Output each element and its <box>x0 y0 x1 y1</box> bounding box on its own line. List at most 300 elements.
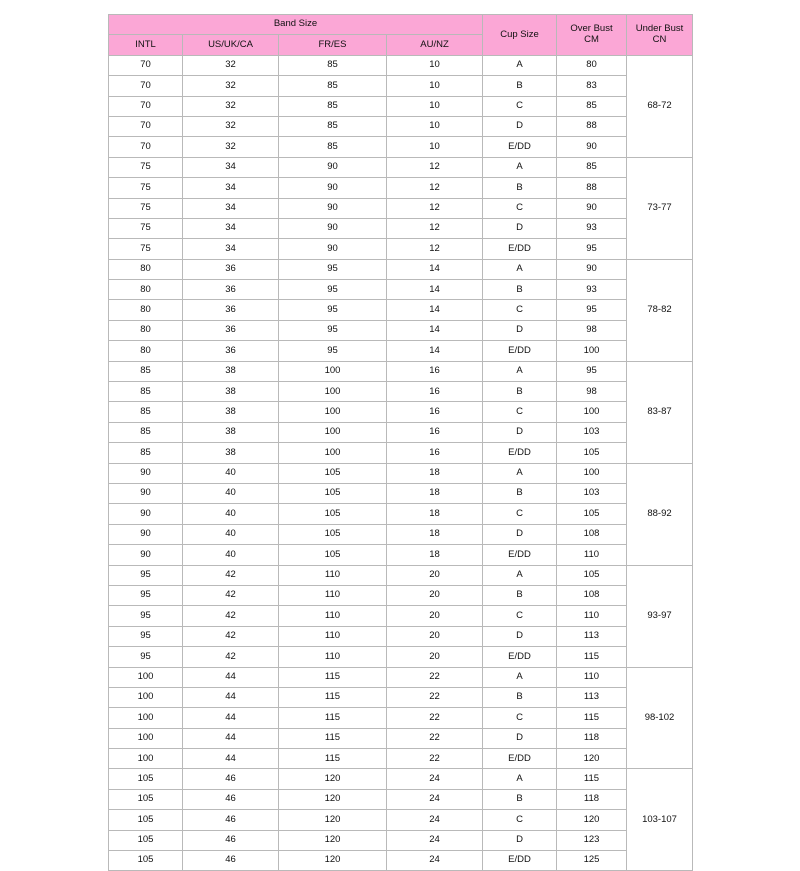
over-bust-cell: 98 <box>557 320 627 340</box>
au-nz-cell: 22 <box>387 667 483 687</box>
intl-cell: 75 <box>109 157 183 177</box>
over-bust-cell: 100 <box>557 341 627 361</box>
cup-size-cell: D <box>483 728 557 748</box>
over-bust-cell: 93 <box>557 280 627 300</box>
intl-cell: 80 <box>109 259 183 279</box>
over-bust-cell: 115 <box>557 647 627 667</box>
fr-es-cell: 105 <box>279 483 387 503</box>
us-uk-ca-cell: 42 <box>183 647 279 667</box>
us-uk-ca-cell: 32 <box>183 76 279 96</box>
cup-size-cell: E/DD <box>483 545 557 565</box>
over-bust-cell: 108 <box>557 524 627 544</box>
cup-size-cell: E/DD <box>483 851 557 871</box>
header-over-bust <box>557 15 627 56</box>
table-row <box>109 830 693 850</box>
cup-size-cell: B <box>483 483 557 503</box>
cup-size-cell: D <box>483 218 557 238</box>
over-bust-cell: 105 <box>557 443 627 463</box>
header-under-bust-line1: Under Bust <box>635 23 684 35</box>
under-bust-cell: 83-87 <box>627 361 693 463</box>
intl-cell: 95 <box>109 647 183 667</box>
intl-cell: 80 <box>109 280 183 300</box>
over-bust-cell: 113 <box>557 626 627 646</box>
over-bust-cell: 103 <box>557 483 627 503</box>
fr-es-cell: 85 <box>279 96 387 116</box>
cup-size-cell: C <box>483 810 557 830</box>
us-uk-ca-cell: 34 <box>183 239 279 259</box>
cup-size-cell: B <box>483 789 557 809</box>
header-over-bust-line2: CM <box>584 33 599 45</box>
fr-es-cell: 105 <box>279 463 387 483</box>
intl-cell: 95 <box>109 606 183 626</box>
intl-cell: 70 <box>109 55 183 75</box>
under-bust-cell: 68-72 <box>627 55 693 157</box>
intl-cell: 85 <box>109 382 183 402</box>
over-bust-cell: 95 <box>557 239 627 259</box>
fr-es-cell: 100 <box>279 422 387 442</box>
fr-es-cell: 95 <box>279 280 387 300</box>
us-uk-ca-cell: 38 <box>183 443 279 463</box>
over-bust-cell: 120 <box>557 749 627 769</box>
over-bust-cell: 90 <box>557 137 627 157</box>
au-nz-cell: 22 <box>387 708 483 728</box>
au-nz-cell: 10 <box>387 137 483 157</box>
table-row <box>109 626 693 646</box>
au-nz-cell: 18 <box>387 463 483 483</box>
intl-cell: 80 <box>109 320 183 340</box>
us-uk-ca-cell: 46 <box>183 810 279 830</box>
intl-cell: 105 <box>109 769 183 789</box>
au-nz-cell: 12 <box>387 218 483 238</box>
intl-cell: 75 <box>109 198 183 218</box>
intl-cell: 90 <box>109 545 183 565</box>
au-nz-cell: 24 <box>387 830 483 850</box>
intl-cell: 85 <box>109 361 183 381</box>
us-uk-ca-cell: 44 <box>183 749 279 769</box>
fr-es-cell: 120 <box>279 810 387 830</box>
us-uk-ca-cell: 38 <box>183 402 279 422</box>
over-bust-cell: 88 <box>557 178 627 198</box>
us-uk-ca-cell: 40 <box>183 504 279 524</box>
header-row-top <box>109 15 693 35</box>
intl-cell: 100 <box>109 728 183 748</box>
us-uk-ca-cell: 36 <box>183 341 279 361</box>
cup-size-cell: E/DD <box>483 443 557 463</box>
fr-es-cell: 90 <box>279 198 387 218</box>
us-uk-ca-cell: 34 <box>183 178 279 198</box>
us-uk-ca-cell: 34 <box>183 198 279 218</box>
table-row <box>109 667 693 687</box>
table-row <box>109 565 693 585</box>
intl-cell: 105 <box>109 789 183 809</box>
intl-cell: 70 <box>109 116 183 136</box>
cup-size-cell: A <box>483 769 557 789</box>
header-under-bust-line2: CN <box>652 33 667 45</box>
intl-cell: 95 <box>109 626 183 646</box>
us-uk-ca-cell: 34 <box>183 218 279 238</box>
cup-size-cell: D <box>483 830 557 850</box>
over-bust-cell: 105 <box>557 504 627 524</box>
over-bust-cell: 83 <box>557 76 627 96</box>
fr-es-cell: 85 <box>279 137 387 157</box>
header-au-nz: AU/NZ <box>387 35 483 55</box>
us-uk-ca-cell: 38 <box>183 382 279 402</box>
au-nz-cell: 14 <box>387 280 483 300</box>
table-row <box>109 116 693 136</box>
us-uk-ca-cell: 36 <box>183 280 279 300</box>
table-row <box>109 606 693 626</box>
table-row <box>109 647 693 667</box>
intl-cell: 80 <box>109 341 183 361</box>
fr-es-cell: 95 <box>279 300 387 320</box>
fr-es-cell: 105 <box>279 504 387 524</box>
us-uk-ca-cell: 40 <box>183 483 279 503</box>
cup-size-cell: C <box>483 708 557 728</box>
over-bust-cell: 85 <box>557 157 627 177</box>
intl-cell: 85 <box>109 402 183 422</box>
us-uk-ca-cell: 36 <box>183 259 279 279</box>
over-bust-cell: 115 <box>557 769 627 789</box>
fr-es-cell: 95 <box>279 341 387 361</box>
table-row <box>109 280 693 300</box>
cup-size-cell: C <box>483 402 557 422</box>
table-row <box>109 259 693 279</box>
au-nz-cell: 20 <box>387 585 483 605</box>
cup-size-cell: C <box>483 504 557 524</box>
table-row <box>109 157 693 177</box>
us-uk-ca-cell: 42 <box>183 626 279 646</box>
intl-cell: 100 <box>109 708 183 728</box>
au-nz-cell: 10 <box>387 96 483 116</box>
table-header <box>109 15 693 56</box>
intl-cell: 85 <box>109 443 183 463</box>
us-uk-ca-cell: 46 <box>183 789 279 809</box>
us-uk-ca-cell: 44 <box>183 667 279 687</box>
over-bust-cell: 85 <box>557 96 627 116</box>
table-row <box>109 361 693 381</box>
au-nz-cell: 12 <box>387 198 483 218</box>
over-bust-cell: 93 <box>557 218 627 238</box>
over-bust-cell: 118 <box>557 789 627 809</box>
cup-size-cell: B <box>483 280 557 300</box>
table-row <box>109 96 693 116</box>
us-uk-ca-cell: 44 <box>183 708 279 728</box>
fr-es-cell: 115 <box>279 728 387 748</box>
over-bust-cell: 103 <box>557 422 627 442</box>
cup-size-cell: A <box>483 55 557 75</box>
au-nz-cell: 22 <box>387 687 483 707</box>
us-uk-ca-cell: 42 <box>183 606 279 626</box>
intl-cell: 105 <box>109 810 183 830</box>
intl-cell: 70 <box>109 137 183 157</box>
cup-size-cell: E/DD <box>483 341 557 361</box>
cup-size-cell: B <box>483 76 557 96</box>
over-bust-cell: 120 <box>557 810 627 830</box>
fr-es-cell: 90 <box>279 239 387 259</box>
fr-es-cell: 110 <box>279 626 387 646</box>
au-nz-cell: 24 <box>387 851 483 871</box>
fr-es-cell: 105 <box>279 524 387 544</box>
cup-size-cell: A <box>483 667 557 687</box>
under-bust-cell: 103-107 <box>627 769 693 871</box>
cup-size-cell: C <box>483 300 557 320</box>
table-row <box>109 769 693 789</box>
bra-size-chart-table <box>108 14 693 871</box>
over-bust-cell: 123 <box>557 830 627 850</box>
au-nz-cell: 16 <box>387 402 483 422</box>
au-nz-cell: 14 <box>387 300 483 320</box>
table-row <box>109 463 693 483</box>
intl-cell: 75 <box>109 218 183 238</box>
fr-es-cell: 90 <box>279 218 387 238</box>
cup-size-cell: B <box>483 178 557 198</box>
table-row <box>109 300 693 320</box>
au-nz-cell: 12 <box>387 157 483 177</box>
intl-cell: 90 <box>109 504 183 524</box>
us-uk-ca-cell: 40 <box>183 463 279 483</box>
table-row <box>109 320 693 340</box>
under-bust-cell: 88-92 <box>627 463 693 565</box>
au-nz-cell: 14 <box>387 341 483 361</box>
fr-es-cell: 110 <box>279 585 387 605</box>
cup-size-cell: E/DD <box>483 137 557 157</box>
cup-size-cell: D <box>483 320 557 340</box>
us-uk-ca-cell: 32 <box>183 116 279 136</box>
fr-es-cell: 115 <box>279 687 387 707</box>
intl-cell: 90 <box>109 483 183 503</box>
cup-size-cell: E/DD <box>483 239 557 259</box>
cup-size-cell: D <box>483 524 557 544</box>
au-nz-cell: 18 <box>387 483 483 503</box>
table-row <box>109 810 693 830</box>
over-bust-cell: 100 <box>557 402 627 422</box>
us-uk-ca-cell: 42 <box>183 565 279 585</box>
under-bust-cell: 93-97 <box>627 565 693 667</box>
fr-es-cell: 105 <box>279 545 387 565</box>
fr-es-cell: 95 <box>279 320 387 340</box>
under-bust-cell: 98-102 <box>627 667 693 769</box>
fr-es-cell: 110 <box>279 606 387 626</box>
table-row <box>109 504 693 524</box>
over-bust-cell: 105 <box>557 565 627 585</box>
table-row <box>109 239 693 259</box>
table-row <box>109 585 693 605</box>
cup-size-cell: E/DD <box>483 647 557 667</box>
over-bust-cell: 108 <box>557 585 627 605</box>
header-cup-size: Cup Size <box>483 15 557 56</box>
header-us-uk-ca: US/UK/CA <box>183 35 279 55</box>
intl-cell: 100 <box>109 667 183 687</box>
table-row <box>109 728 693 748</box>
over-bust-cell: 113 <box>557 687 627 707</box>
intl-cell: 105 <box>109 851 183 871</box>
cup-size-cell: E/DD <box>483 749 557 769</box>
au-nz-cell: 24 <box>387 769 483 789</box>
fr-es-cell: 115 <box>279 708 387 728</box>
au-nz-cell: 20 <box>387 626 483 646</box>
au-nz-cell: 18 <box>387 524 483 544</box>
header-band-size: Band Size <box>109 15 483 35</box>
table-row <box>109 55 693 75</box>
under-bust-cell: 78-82 <box>627 259 693 361</box>
us-uk-ca-cell: 34 <box>183 157 279 177</box>
au-nz-cell: 16 <box>387 361 483 381</box>
over-bust-cell: 80 <box>557 55 627 75</box>
intl-cell: 80 <box>109 300 183 320</box>
over-bust-cell: 100 <box>557 463 627 483</box>
intl-cell: 100 <box>109 749 183 769</box>
intl-cell: 105 <box>109 830 183 850</box>
header-intl: INTL <box>109 35 183 55</box>
over-bust-cell: 110 <box>557 545 627 565</box>
au-nz-cell: 22 <box>387 728 483 748</box>
au-nz-cell: 24 <box>387 789 483 809</box>
fr-es-cell: 110 <box>279 647 387 667</box>
au-nz-cell: 20 <box>387 647 483 667</box>
over-bust-cell: 110 <box>557 667 627 687</box>
au-nz-cell: 22 <box>387 749 483 769</box>
au-nz-cell: 16 <box>387 443 483 463</box>
au-nz-cell: 16 <box>387 382 483 402</box>
fr-es-cell: 120 <box>279 851 387 871</box>
au-nz-cell: 12 <box>387 178 483 198</box>
au-nz-cell: 10 <box>387 55 483 75</box>
table-row <box>109 76 693 96</box>
cup-size-cell: C <box>483 606 557 626</box>
au-nz-cell: 10 <box>387 116 483 136</box>
over-bust-cell: 90 <box>557 259 627 279</box>
intl-cell: 95 <box>109 585 183 605</box>
over-bust-cell: 110 <box>557 606 627 626</box>
intl-cell: 70 <box>109 76 183 96</box>
over-bust-cell: 118 <box>557 728 627 748</box>
over-bust-cell: 95 <box>557 361 627 381</box>
intl-cell: 90 <box>109 463 183 483</box>
intl-cell: 70 <box>109 96 183 116</box>
fr-es-cell: 90 <box>279 178 387 198</box>
us-uk-ca-cell: 40 <box>183 524 279 544</box>
table-row <box>109 198 693 218</box>
intl-cell: 90 <box>109 524 183 544</box>
over-bust-cell: 88 <box>557 116 627 136</box>
header-over-bust-line1: Over Bust <box>570 23 613 35</box>
fr-es-cell: 90 <box>279 157 387 177</box>
table-body <box>109 55 693 871</box>
us-uk-ca-cell: 36 <box>183 320 279 340</box>
under-bust-cell: 73-77 <box>627 157 693 259</box>
cup-size-cell: C <box>483 198 557 218</box>
cup-size-cell: B <box>483 382 557 402</box>
table-row <box>109 422 693 442</box>
us-uk-ca-cell: 40 <box>183 545 279 565</box>
fr-es-cell: 110 <box>279 565 387 585</box>
us-uk-ca-cell: 46 <box>183 830 279 850</box>
header-fr-es: FR/ES <box>279 35 387 55</box>
over-bust-cell: 90 <box>557 198 627 218</box>
intl-cell: 95 <box>109 565 183 585</box>
intl-cell: 75 <box>109 178 183 198</box>
au-nz-cell: 12 <box>387 239 483 259</box>
us-uk-ca-cell: 32 <box>183 96 279 116</box>
au-nz-cell: 10 <box>387 76 483 96</box>
table-row <box>109 545 693 565</box>
over-bust-cell: 98 <box>557 382 627 402</box>
cup-size-cell: D <box>483 626 557 646</box>
us-uk-ca-cell: 42 <box>183 585 279 605</box>
au-nz-cell: 18 <box>387 504 483 524</box>
us-uk-ca-cell: 44 <box>183 687 279 707</box>
fr-es-cell: 85 <box>279 76 387 96</box>
fr-es-cell: 85 <box>279 116 387 136</box>
au-nz-cell: 14 <box>387 259 483 279</box>
fr-es-cell: 115 <box>279 749 387 769</box>
us-uk-ca-cell: 46 <box>183 769 279 789</box>
table-row <box>109 178 693 198</box>
table-row <box>109 218 693 238</box>
fr-es-cell: 115 <box>279 667 387 687</box>
table-row <box>109 708 693 728</box>
au-nz-cell: 16 <box>387 422 483 442</box>
intl-cell: 75 <box>109 239 183 259</box>
us-uk-ca-cell: 32 <box>183 55 279 75</box>
cup-size-cell: A <box>483 259 557 279</box>
cup-size-cell: B <box>483 585 557 605</box>
fr-es-cell: 120 <box>279 769 387 789</box>
cup-size-cell: A <box>483 463 557 483</box>
fr-es-cell: 120 <box>279 830 387 850</box>
table-row <box>109 137 693 157</box>
table-row <box>109 483 693 503</box>
cup-size-cell: D <box>483 422 557 442</box>
au-nz-cell: 20 <box>387 606 483 626</box>
cup-size-cell: A <box>483 157 557 177</box>
fr-es-cell: 100 <box>279 361 387 381</box>
fr-es-cell: 100 <box>279 402 387 422</box>
us-uk-ca-cell: 38 <box>183 422 279 442</box>
intl-cell: 85 <box>109 422 183 442</box>
fr-es-cell: 85 <box>279 55 387 75</box>
us-uk-ca-cell: 46 <box>183 851 279 871</box>
table-row <box>109 402 693 422</box>
fr-es-cell: 100 <box>279 443 387 463</box>
fr-es-cell: 100 <box>279 382 387 402</box>
au-nz-cell: 18 <box>387 545 483 565</box>
us-uk-ca-cell: 38 <box>183 361 279 381</box>
over-bust-cell: 95 <box>557 300 627 320</box>
table-row <box>109 749 693 769</box>
cup-size-cell: A <box>483 361 557 381</box>
us-uk-ca-cell: 36 <box>183 300 279 320</box>
au-nz-cell: 24 <box>387 810 483 830</box>
au-nz-cell: 20 <box>387 565 483 585</box>
header-under-bust <box>627 15 693 56</box>
over-bust-cell: 125 <box>557 851 627 871</box>
table-row <box>109 851 693 871</box>
fr-es-cell: 120 <box>279 789 387 809</box>
over-bust-cell: 115 <box>557 708 627 728</box>
intl-cell: 100 <box>109 687 183 707</box>
table-row <box>109 443 693 463</box>
cup-size-cell: D <box>483 116 557 136</box>
fr-es-cell: 95 <box>279 259 387 279</box>
us-uk-ca-cell: 44 <box>183 728 279 748</box>
table-row <box>109 524 693 544</box>
table-row <box>109 341 693 361</box>
us-uk-ca-cell: 32 <box>183 137 279 157</box>
cup-size-cell: C <box>483 96 557 116</box>
cup-size-cell: A <box>483 565 557 585</box>
au-nz-cell: 14 <box>387 320 483 340</box>
